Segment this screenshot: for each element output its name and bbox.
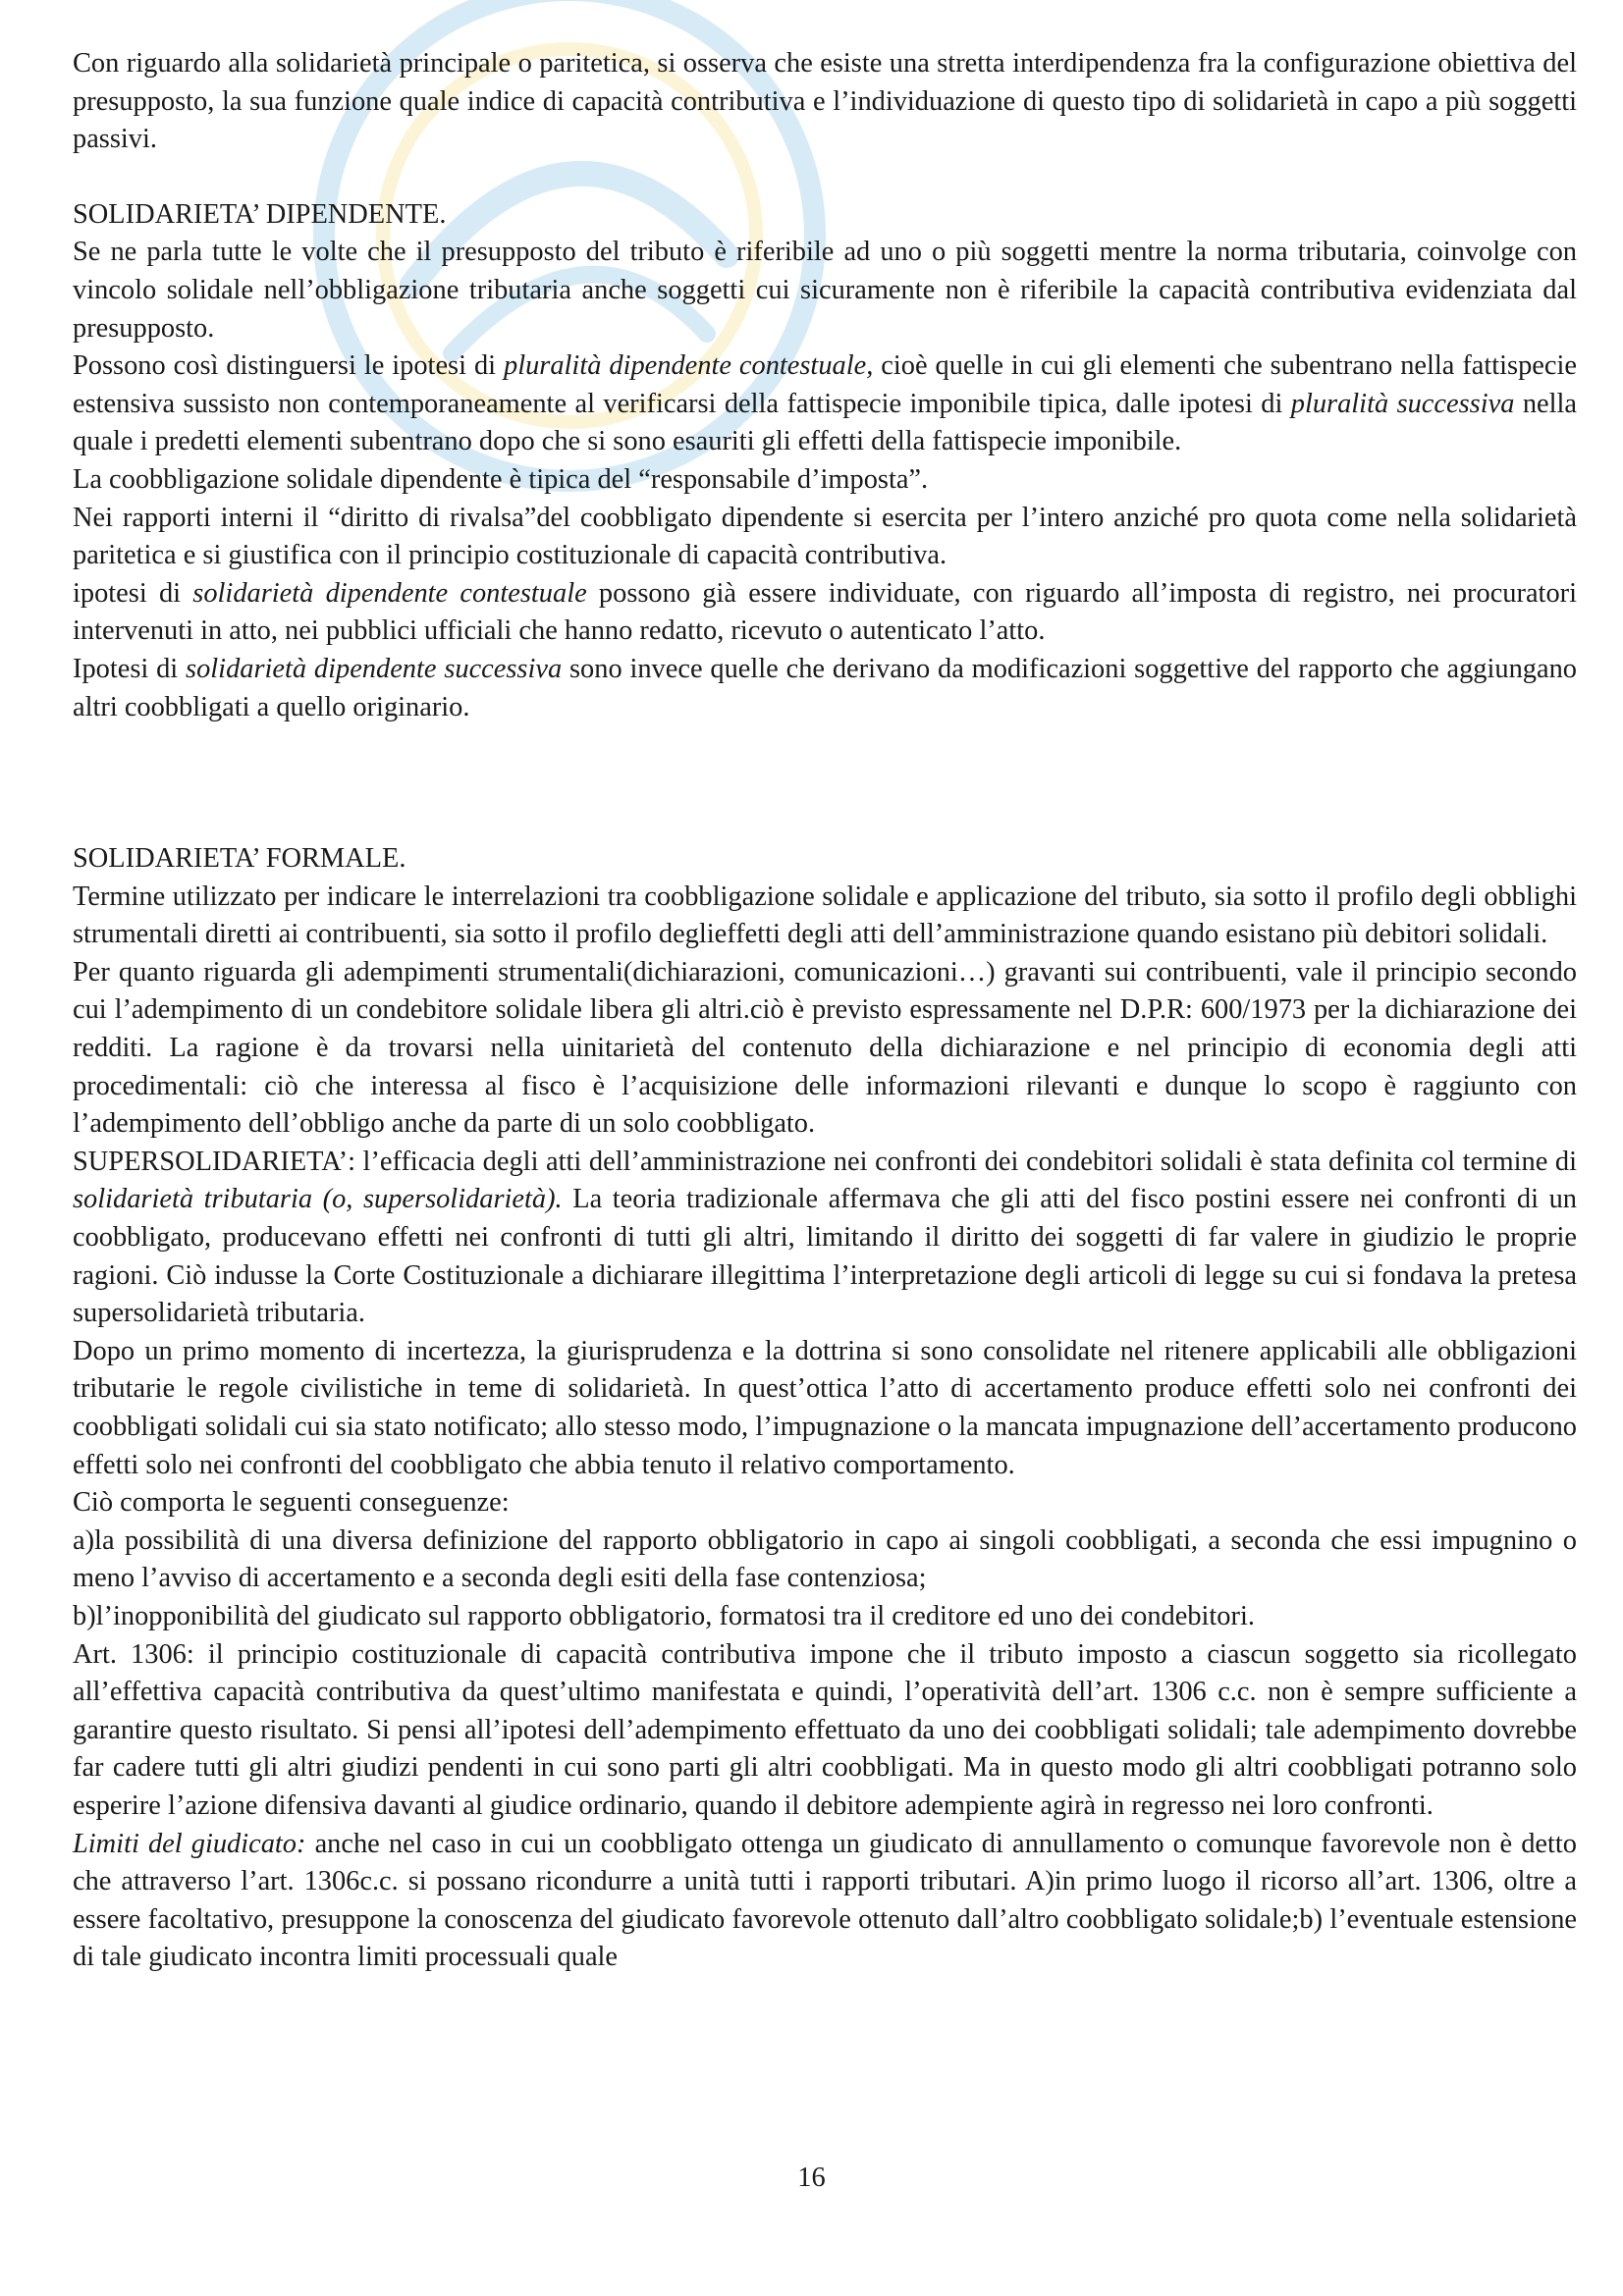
page-number: 16 bbox=[797, 2163, 826, 2193]
italic-term: pluralità dipendente contestuale, bbox=[504, 350, 874, 382]
list-item: b)l’inopponibilità del giudicato sul rapporto obbligatorio, formatosi tra il creditore ed uno dei condebitori. bbox=[73, 1600, 1255, 1631]
paragraph: Se ne parla tutte le volte che il presupposto del tributo è riferibile ad uno o più soggetti mentre la norma tributaria, coinvolge con vincolo solidale nell’obbligazione tributaria anche soggetti cui sicuramente non è riferibile la capacità contributiva evidenziata dal presupposto. bbox=[73, 237, 1577, 344]
paragraph: ipotesi di solidarietà dipendente contestuale possono già essere individuate, con riguardo all’imposta di registro, nei procuratori intervenuti in atto, nei pubblici ufficiali che hanno redatto, ricevuto o autenticato l’atto. bbox=[73, 577, 1577, 647]
paragraph: Dopo un primo momento di incertezza, la giurisprudenza e la dottrina si sono consolidate nel ritenere applicabili alle obbligazioni tributarie le regole civilistiche in teme di solidarietà. In quest’ottica l’atto di accertamento produce effetti solo nei confronti dei coobbligati solidali cui sia stato notificato; allo stesso modo, l’impugnazione o la mancata impugnazione dell’accertamento producono effetti solo nei confronti del coobbligato che abbia tenuto il relativo comportamento. bbox=[73, 1335, 1577, 1480]
italic-term: Limiti del giudicato: bbox=[73, 1828, 306, 1859]
paragraph: Possono così distinguersi le ipotesi di pluralità dipendente contestuale, cioè quelle in cui gli elementi che subentrano nella fattispecie estensiva sussisto non contemporaneamente al verificarsi della fattispecie imponibile tipica, dalle ipotesi di pluralità successiva nella quale i predetti elementi subentrano dopo che si sono esauriti gli effetti della fattispecie imponibile. bbox=[73, 350, 1577, 457]
italic-term: pluralità successiva bbox=[1290, 388, 1515, 419]
italic-term: solidarietà tributaria (o, supersolidarietà). bbox=[73, 1184, 563, 1215]
paragraph: Ipotesi di solidarietà dipendente successiva sono invece quelle che derivano da modificazioni soggettive del rapporto che aggiungano altri coobbligati a quello originario. bbox=[73, 653, 1577, 722]
paragraph: Nei rapporti interni il “diritto di rivalsa”del coobbligato dipendente si esercita per l’intero anziché pro quota come nella solidarietà paritetica e si giustifica con il principio costituzionale di capacità contributiva. bbox=[73, 502, 1577, 571]
italic-term: solidarietà dipendente successiva bbox=[186, 653, 563, 684]
paragraph: Art. 1306: il principio costituzionale di capacità contributiva impone che il tributo imposto a ciascun soggetto sia ricollegato all’effettiva capacità contributiva da quest’ultimo manifestata e quindi, l’operatività dell’art. 1306 c.c. non è sempre sufficiente a garantire questo risultato. Si pensi all’ipotesi dell’adempimento effettuato da uno dei coobbligati solidali; tale adempimento dovrebbe far cadere tutti gli altri giudizi pendenti in cui sono parti gli altri coobbligati. Ma in questo modo gli altri coobbligati potranno solo esperire l’azione difensiva davanti al giudice ordinario, quando il debitore adempiente agirà in regresso nei loro confronti. bbox=[73, 1638, 1577, 1821]
paragraph: Termine utilizzato per indicare le interrelazioni tra coobbligazione solidale e applicazione del tributo, sia sotto il profilo degli obblighi strumentali diretti ai contribuenti, sia sotto il profilo deglieffetti degli atti dell’amministrazione quando esistano più debitori solidali. bbox=[73, 881, 1577, 950]
document-page bbox=[73, 45, 1577, 1977]
paragraph: La coobbligazione solidale dipendente è tipica del “responsabile d’imposta”. bbox=[73, 463, 929, 495]
section-heading-formale: SOLIDARIETA’ FORMALE. bbox=[73, 843, 406, 875]
italic-term: solidarietà dipendente contestuale bbox=[192, 577, 587, 609]
list-item: a)la possibilità di una diversa definizione del rapporto obbligatorio in capo ai singoli coobbligati, a seconda che essi impugnino o meno l’avviso di accertamento e a seconda degli esiti della fase contenziosa; bbox=[73, 1524, 1577, 1594]
paragraph: Ciò comporta le seguenti conseguenze: bbox=[73, 1487, 510, 1519]
section-heading-dipendente: SOLIDARIETA’ DIPENDENTE. bbox=[73, 198, 447, 230]
paragraph: Limiti del giudicato: anche nel caso in cui un coobbligato ottenga un giudicato di annullamento o comunque favorevole non è detto che attraverso l’art. 1306c.c. si possano ricondurre a unità tutti i rapporti tributari. A)in primo luogo il ricorso all’art. 1306, oltre a essere facoltativo, presuppone la conoscenza del giudicato favorevole ottenuto dall’altro coobbligato solidale;b) l’eventuale estensione di tale giudicato incontra limiti processuali quale bbox=[73, 1828, 1577, 1973]
paragraph: Per quanto riguarda gli adempimenti strumentali(dichiarazioni, comunicazioni…) gravanti sui contribuenti, vale il principio secondo cui l’adempimento di un condebitore solidale libera gli altri.ciò è previsto espressamente nel D.P.R: 600/1973 per la dichiarazione dei redditi. La ragione è da trovarsi nella uinitarietà del contenuto della dichiarazione e nel principio di economia degli atti procedimentali: ciò che interessa al fisco è l’acquisizione delle informazioni rilevanti e dunque lo scopo è raggiunto con l’adempimento dell’obbligo anche da parte di un solo coobbligato. bbox=[73, 956, 1577, 1140]
paragraph: SUPERSOLIDARIETA’: l’efficacia degli atti dell’amministrazione nei confronti dei condebitori solidali è stata definita col termine di solidarietà tributaria (o, supersolidarietà). La teoria tradizionale affermava che gli atti del fisco postini essere nei confronti di un coobbligato, producevano effetti nei confronti di tutti gli altri, limitando il diritto dei soggetti di far valere in giudizio le proprie ragioni. Ciò indusse la Corte Costituzionale a dichiarare illegittima l’interpretazione degli articoli di legge su cui si fondava la pretesa supersolidarietà tributaria. bbox=[73, 1146, 1577, 1329]
intro-paragraph: Con riguardo alla solidarietà principale o paritetica, si osserva che esiste una stretta interdipendenza fra la configurazione obiettiva del presupposto, la sua funzione quale indice di capacità contributiva e l’individuazione di questo tipo di solidarietà in capo a più soggetti passivi. bbox=[73, 48, 1577, 155]
